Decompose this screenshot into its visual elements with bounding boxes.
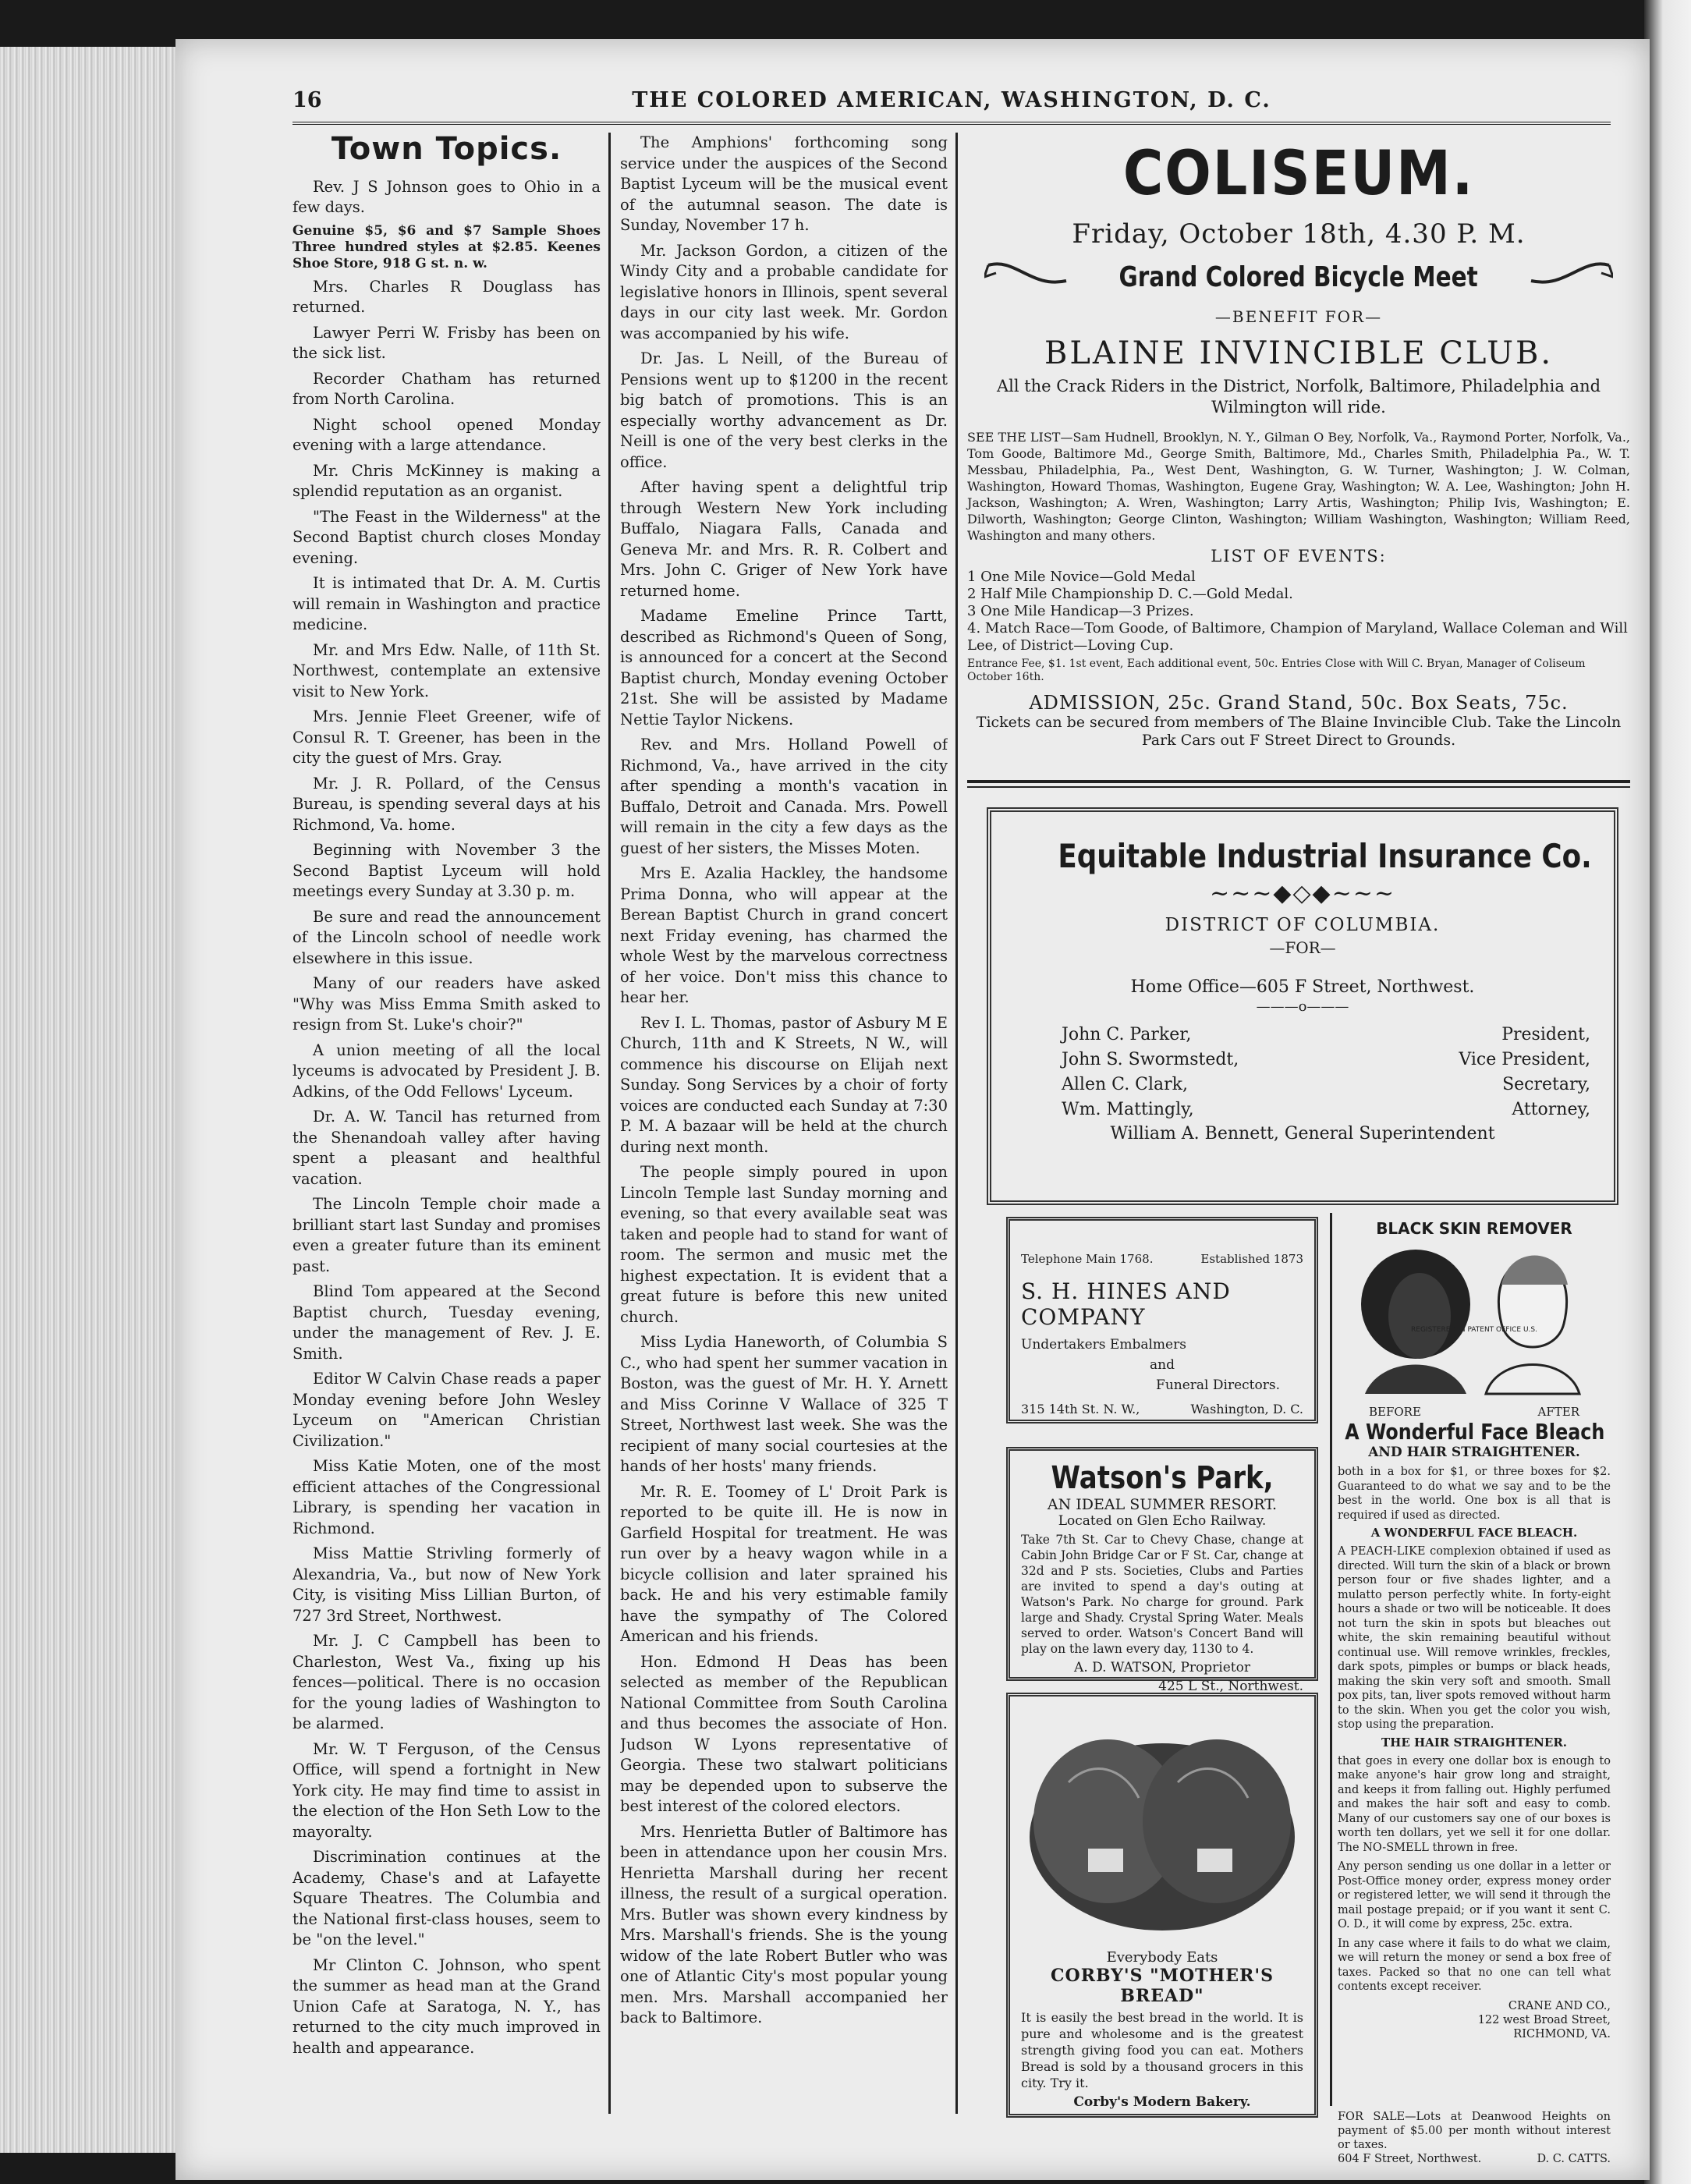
news-item: Mr. and Mrs Edw. Nalle, of 11th St. Northwest, contemplate an extensive visit to New York. xyxy=(292,640,601,700)
for-sale-notice xyxy=(1338,2110,1611,2166)
news-item: Be sure and read the announcement of the Lincoln school of needle work elsewhere in this issue. xyxy=(292,907,601,967)
bread-loaf-icon xyxy=(1022,1712,1303,1946)
news-item: Editor W Calvin Chase reads a paper Monday evening before John Wesley Lyceum on "American Christian Civilization." xyxy=(292,1370,601,1450)
news-item: Mrs. Henrietta Butler of Baltimore has been in attendance upon her cousin Mrs. Henrietta Marshall during her recent illness, the result of a surgical operation. Mrs. Butler was shown every kindness by Mrs. Marshall's friends. She is the young widow of the late Robert Butler who was one of Atlantic City's most popular young men. Mrs. Marshall accompanied her back to Baltimore. xyxy=(620,1822,948,2026)
admission-prices: ADMISSION, 25c. Grand Stand, 50c. Box Seats, 75c. xyxy=(1029,692,1569,714)
news-item: Dr. A. W. Tancil has returned from the Shenandoah valley after having spent a pleasant and healthful vacation. xyxy=(292,1108,601,1188)
news-item: Mrs E. Azalia Hackley, the handsome Prima Donna, who will appear at the Berean Baptist Church in grand concert next Friday evening, has charmed the whole West by the marvelous correctness of her voice. Don't miss this chance to hear her. xyxy=(620,864,948,1006)
news-item: Mr Clinton C. Johnson, who spent the summer as head man at the Grand Union Cafe at Saratoga, N. Y., has returned to the city much improved in health and appearance. xyxy=(292,1955,601,2057)
service-line: and xyxy=(1150,1357,1175,1373)
event-date: Friday, October 18th, 4.30 P. M. xyxy=(1072,218,1526,250)
coliseum-advert xyxy=(967,133,1630,772)
officer-name: Wm. Mattingly, xyxy=(1062,1100,1194,1119)
park-subtitle: AN IDEAL SUMMER RESORT. xyxy=(1047,1496,1278,1513)
services xyxy=(1021,1335,1303,1395)
advertiser-signature xyxy=(1338,1999,1611,2041)
news-item: Rev. J S Johnson goes to Ohio in a few days. xyxy=(292,177,601,216)
news-item: Mr. W. T Ferguson, of the Census Office, will spend a fortnight in New York city. He may find time to assist in the election of the Hon Seth Low to the mayoralty. xyxy=(292,1739,601,1841)
news-item: Mr. Chris McKinney is making a splendid reputation as an organist. xyxy=(292,461,601,500)
telephone: Telephone Main 1768. xyxy=(1021,1252,1154,1266)
riders-line: All the Crack Riders in the District, Norfolk, Baltimore, Philadelphia and Wilmington will ride. xyxy=(996,377,1601,417)
news-item: Mrs. Charles R Douglass has returned. xyxy=(292,277,601,316)
benefit-line: —BENEFIT FOR— xyxy=(1214,307,1383,326)
superintendent: William A. Bennett, General Superintendent xyxy=(1110,1124,1495,1143)
home-office: Home Office—605 F Street, Northwest. xyxy=(1130,977,1475,997)
events-list xyxy=(967,569,1630,654)
officer-row xyxy=(1015,1072,1590,1097)
bleach-text: A PEACH-LIKE complexion obtained if used as directed. Will turn the skin of a black or brown person four or five shades lighter, and a mulatto person perfectly white. In forty-eight hours a shade or two will be noticeable. It does not turn the skin in spots but bleaches out white, the skin remaining beautiful without continual use. Will remove wrinkles, freckles, dark spots, pimples or bumps or black heads, making the skin very soft and smooth. Small pox pits, tan, liver spots removed without harm to the skin. When you get the color you wish, stop using the preparation. xyxy=(1338,1545,1611,1731)
news-item: Rev. and Mrs. Holland Powell of Richmond, Va., have arrived in the city after spending a month's vacation in Buffalo, Detroit and Canada. Mrs. Powell will remain in the city a few days as the guest of her sisters, the Misses Moten. xyxy=(620,736,948,857)
sig-line: RICHMOND, VA. xyxy=(1513,2027,1611,2040)
news-item: The Amphions' forthcoming song service under the auspices of the Second Baptist Lyceum will be the musical event of the autumnal season. The date is Sunday, November 17 h. xyxy=(620,133,948,234)
ribbon-left-icon xyxy=(984,257,1070,296)
ribbon-right-icon xyxy=(1527,257,1613,296)
town-topics-column xyxy=(292,133,601,2098)
before-after-portrait-icon xyxy=(1342,1238,1607,1402)
park-location: Located on Glen Echo Railway. xyxy=(1058,1513,1267,1529)
news-item: Recorder Chatham has returned from North Carolina. xyxy=(292,369,601,408)
event-item: 3 One Mile Handicap—3 Prizes. xyxy=(967,603,1194,619)
news-item: Miss Katie Moten, one of the most efficient attaches of the Congressional Library, is spending her vacation in Richmond. xyxy=(292,1457,601,1537)
news-item: Beginning with November 3 the Second Baptist Lyceum will hold meetings every Sunday at 3.30 p. m. xyxy=(292,841,601,900)
news-item: Many of our readers have asked "Why was Miss Emma Smith asked to resign from St. Luke's choir?" xyxy=(292,974,601,1034)
column-rule xyxy=(608,133,611,2114)
for-sale-signature: D. C. CATTS. xyxy=(1537,2153,1611,2165)
page-number: 16 xyxy=(292,87,322,112)
advert-item: Genuine $5, $6 and $7 Sample Shoes Three hundred styles at $2.85. Keenes Shoe Store, 918 G st. n. w. xyxy=(292,222,601,271)
section-divider xyxy=(967,786,1630,788)
for-dash: —FOR— xyxy=(1269,938,1336,957)
meet-title: Grand Colored Bicycle Meet xyxy=(1118,261,1479,293)
face-bleach-title: A Wonderful Face Bleach xyxy=(1345,1419,1605,1445)
paper-title: THE COLORED AMERICAN, WASHINGTON, D. C. xyxy=(632,87,1271,112)
bleach-text: that goes in every one dollar box is enough to make anyone's hair grow long and straight, and keeps it from falling out. Highly perfumed and makes the hair soft and easy to comb. Many of our customers say one of our boxes is worth ten dollars, yet we sell it for one dollar. The NO-SMELL thrown in free. xyxy=(1338,1754,1611,1854)
for-sale-text: FOR SALE—Lots at Deanwood Heights on payment of $5.00 per month without interest or taxes. xyxy=(1338,2111,1611,2151)
news-item: Hon. Edmond H Deas has been selected as member of the Republican National Committee from South Carolina and thus becomes the associate of Hon. Judson W Lyons representative of Georgia. These two stalwart politicians may be depended upon to subserve the best interest of the colored electors. xyxy=(620,1652,948,1815)
bread-title: CORBY'S "MOTHER'S BREAD" xyxy=(1051,1966,1274,2006)
officer-name: John S. Swormstedt, xyxy=(1062,1050,1239,1069)
officers-list xyxy=(1015,1023,1590,1122)
before-label: BEFORE xyxy=(1369,1405,1421,1419)
news-item: After having spent a delightful trip through Western New York including Buffalo, Niagara Falls, Canada and Geneva Mr. and Mrs. R. R. Colbert and Mrs. John C. Griger of New York have returned home. xyxy=(620,478,948,600)
for-sale-address: 604 F Street, Northwest. xyxy=(1338,2153,1482,2165)
bleach-subheading: THE HAIR STRAIGHTENER. xyxy=(1381,1735,1568,1750)
news-item: Mr. J. R. Pollard, of the Census Bureau, is spending several days at his Richmond, Va. home. xyxy=(292,774,601,834)
proprietor: A. D. WATSON, Proprietor xyxy=(1074,1660,1250,1675)
hair-straightener-title: AND HAIR STRAIGHTENER. xyxy=(1368,1445,1580,1460)
news-item: Miss Lydia Haneworth, of Columbia S C., who had spent her summer vacation in Boston, was the guest of Mr. H. Y. Arnett and Miss Corinne V Wallace of 325 T Street, Northwest last week. She was the recipient of many social courtesies at the hands of her hosts' many friends. xyxy=(620,1333,948,1475)
news-item: Mr. J. C Campbell has been to Charleston, West Va., fixing up his fences—political. There is no occasion for the young ladies of Washington to be alarmed. xyxy=(292,1632,601,1732)
news-item: Discrimination continues at the Academy, Chase's and at Lafayette Square Theatres. The Columbia and the National first-class houses, seem to be "on the level." xyxy=(292,1848,601,1948)
news-item: It is intimated that Dr. A. M. Curtis will remain in Washington and practice medicine. xyxy=(292,574,601,633)
officer-row xyxy=(1015,1023,1590,1048)
column-title: Town Topics. xyxy=(331,133,562,167)
o-mark: ———o——— xyxy=(1256,998,1349,1015)
bleach-subheading: A WONDERFUL FACE BLEACH. xyxy=(1370,1526,1578,1540)
officer-row xyxy=(1015,1048,1590,1072)
news-item: A union meeting of all the local lyceums is advocated by President J. B. Adkins, of the Odd Fellows' Lyceum. xyxy=(292,1041,601,1101)
officer-role: Attorney, xyxy=(1512,1100,1590,1119)
news-item: "The Feast in the Wilderness" at the Second Baptist church closes Monday evening. xyxy=(292,507,601,567)
after-label: AFTER xyxy=(1537,1405,1579,1419)
riders-list: SEE THE LIST—Sam Hudnell, Brooklyn, N. Y., Gilman O Bey, Norfolk, Va., Raymond Porter, Norfolk, Va., Tom Goode, Baltimore Md., George Smith, Baltimore, Md., Charles Smith, Philadelphia Pa., W. T. Messbau, Philadelphia, Pa., West Dent, Washington, G. W. Turner, Washington; J. W. Colman, Washington, Howard Thomas, Washington, Eugene Gray, Washington; W. A. Lee, Washington; John H. Jackson, Washington; A. Wren, Washington; Larry Artis, Washington; Philip Ivis, Washington; E. Dilworth, Washington; George Clinton, Washington; William Washington, Washington; William Reed, Washington and many others. xyxy=(967,430,1630,543)
news-column-2 xyxy=(620,133,948,2098)
news-item: Miss Mattie Strivling formerly of Alexandria, Va., but now of New York City, is visiting Miss Lillian Burton, of 727 3rd Street, Northwest. xyxy=(292,1544,601,1625)
officer-role: President, xyxy=(1501,1025,1590,1044)
officer-role: Secretary, xyxy=(1502,1075,1590,1094)
news-item: Mrs. Jennie Fleet Greener, wife of Consul R. T. Greener, has been in the city the guest of Mrs. Gray. xyxy=(292,707,601,767)
column-rule xyxy=(955,133,958,2114)
event-item: 4. Match Race—Tom Goode, of Baltimore, Champion of Maryland, Wallace Coleman and Will Lee, of District—Loving Cup. xyxy=(967,620,1628,654)
insurance-title: Equitable Industrial Insurance Co. xyxy=(1058,837,1592,875)
equitable-insurance-advert xyxy=(987,807,1618,1205)
bleach-text: Any person sending us one dollar in a letter or Post-Office money order, express money order or registered letter, we will send it through the mail postage prepaid; or if you want it sent C. O. D., it will come by express, 25c. extra. xyxy=(1338,1860,1611,1930)
news-item: Lawyer Perri W. Frisby has been on the sick list. xyxy=(292,323,601,362)
address: 315 14th St. N. W., xyxy=(1021,1402,1140,1416)
corbys-bread-advert xyxy=(1006,1693,1318,2118)
bread-body: It is easily the best bread in the world. It is pure and wholesome and is the greatest strength giving food you can eat. Mothers Bread is sold by a thousand grocers in this city. Try it. xyxy=(1021,2010,1303,2090)
bleach-heading: BLACK SKIN REMOVER xyxy=(1376,1219,1572,1238)
event-item: 1 One Mile Novice—Gold Medal xyxy=(967,569,1196,585)
bleach-text: both in a box for $1, or three boxes for $2. Guaranteed to do what we say and to be the best in the world. One box is all that is required if used as directed. xyxy=(1338,1466,1611,1522)
news-item: Madame Emeline Prince Tartt, described as Richmond's Queen of Song, is announced for a concert at the Second Baptist church, Monday evening October 21st. She will be assisted by Madame Nettie Taylor Nickens. xyxy=(620,607,948,729)
event-item: 2 Half Mile Championship D. C.—Gold Medal. xyxy=(967,586,1293,602)
events-title: LIST OF EVENTS: xyxy=(1211,547,1387,566)
coliseum-title: COLISEUM. xyxy=(1122,139,1475,209)
page-header xyxy=(292,78,1611,125)
everybody-eats: Everybody Eats xyxy=(1106,1949,1218,1966)
ornament-divider: ~~~◆◇◆~~~ xyxy=(1209,880,1396,907)
bleach-text: In any case where it fails to do what we claim, we will return the money or send a box free of taxes. Packed so that no one can tell what contents except receiver. xyxy=(1338,1937,1611,1993)
news-item: The Lincoln Temple choir made a brilliant start last Sunday and promises even a greater future than its eminent past. xyxy=(292,1195,601,1275)
officer-row xyxy=(1015,1097,1590,1122)
service-line: Undertakers Embalmers xyxy=(1021,1337,1186,1353)
city: Washington, D. C. xyxy=(1190,1402,1303,1416)
officer-name: John C. Parker, xyxy=(1062,1025,1192,1044)
column-rule xyxy=(1330,1213,1332,2106)
news-item: The people simply poured in upon Lincoln Temple last Sunday morning and evening, so that every available seat was taken and people had to stand for want of room. The sermon and music met the highest expectation. It is evident that a great future is before this new united church. xyxy=(620,1163,948,1326)
established: Established 1873 xyxy=(1200,1252,1303,1266)
entrance-fee: Entrance Fee, $1. 1st event, Each additional event, 50c. Entries Close with Will C. Bryan, Manager of Coliseum October 16th. xyxy=(967,658,1586,683)
news-item: Mr. R. E. Toomey of L' Droit Park is reported to be quite ill. He is now in Garfield Hospital for treatment. He was run over by a heavy wagon while in a bicycle collision and later sprained his back. He and his very estimable family have the sympathy of The Colored American and his friends. xyxy=(620,1482,948,1645)
company-name: S. H. HINES AND COMPANY xyxy=(1021,1278,1231,1330)
meet-banner xyxy=(967,257,1630,296)
news-item: Blind Tom appeared at the Second Baptist church, Tuesday evening, under the management of Rev. J. E. Smith. xyxy=(292,1282,601,1363)
registered-mark: REGISTERED IN PATENT OFFICE U.S. xyxy=(1411,1326,1537,1334)
news-item: Rev I. L. Thomas, pastor of Asbury M E Church, 11th and K Streets, N W., will commence his discourse on Elijah next Sunday. Song Services by a choir of forty voices are conducted each Sunday at 7:30 P. M. A bazaar will be held at the church during next month. xyxy=(620,1013,948,1156)
service-line: Funeral Directors. xyxy=(1156,1377,1280,1393)
news-item: Dr. Jas. L Neill, of the Bureau of Pensions went up to $1200 in the recent big batch of promotions. This is an especially worthy advancement as Dr. Neill is one of the very best clerks in the office. xyxy=(620,349,948,471)
hines-undertakers-advert xyxy=(1006,1217,1318,1424)
park-body: Take 7th St. Car to Chevy Chase, change at Cabin John Bridge Car or F St. Car, change at 32d and P sts. Societies, Clubs and Parties are invited to spend a day's outing at Watson's Park. No charge for ground. Park large and Shady. Crystal Spring Water. Meals served to order. Watson's Concert Band will play on the lawn every day, 1130 to 4. xyxy=(1021,1533,1303,1656)
face-bleach-advert xyxy=(1338,1213,1611,2110)
watsons-park-advert xyxy=(1006,1447,1318,1694)
section-divider xyxy=(967,780,1630,783)
next-page-edge xyxy=(1644,0,1691,2184)
park-title: Watson's Park, xyxy=(1051,1460,1274,1496)
sig-line: 122 west Broad Street, xyxy=(1477,2013,1611,2026)
news-item: Mr. Jackson Gordon, a citizen of the Windy City and a probable candidate for legislative honors in Illinois, spent several days in our city last week. Mr. Gordon was accompanied by his wife. xyxy=(620,241,948,342)
officer-name: Allen C. Clark, xyxy=(1062,1075,1189,1094)
club-name: BLAINE INVINCIBLE CLUB. xyxy=(1044,335,1554,371)
officer-role: Vice President, xyxy=(1459,1050,1590,1069)
proprietor-address: 425 L St., Northwest. xyxy=(1158,1679,1303,1694)
district-line: DISTRICT OF COLUMBIA. xyxy=(1165,915,1441,935)
tickets-info: Tickets can be secured from members of The Blaine Invincible Club. Take the Lincoln Park Cars out F Street Direct to Grounds. xyxy=(976,714,1622,749)
sig-line: CRANE AND CO., xyxy=(1508,1999,1611,2012)
book-page-edges xyxy=(0,47,179,2153)
bakery-name: Corby's Modern Bakery. xyxy=(1073,2094,1251,2110)
news-item: Night school opened Monday evening with a large attendance. xyxy=(292,415,601,454)
